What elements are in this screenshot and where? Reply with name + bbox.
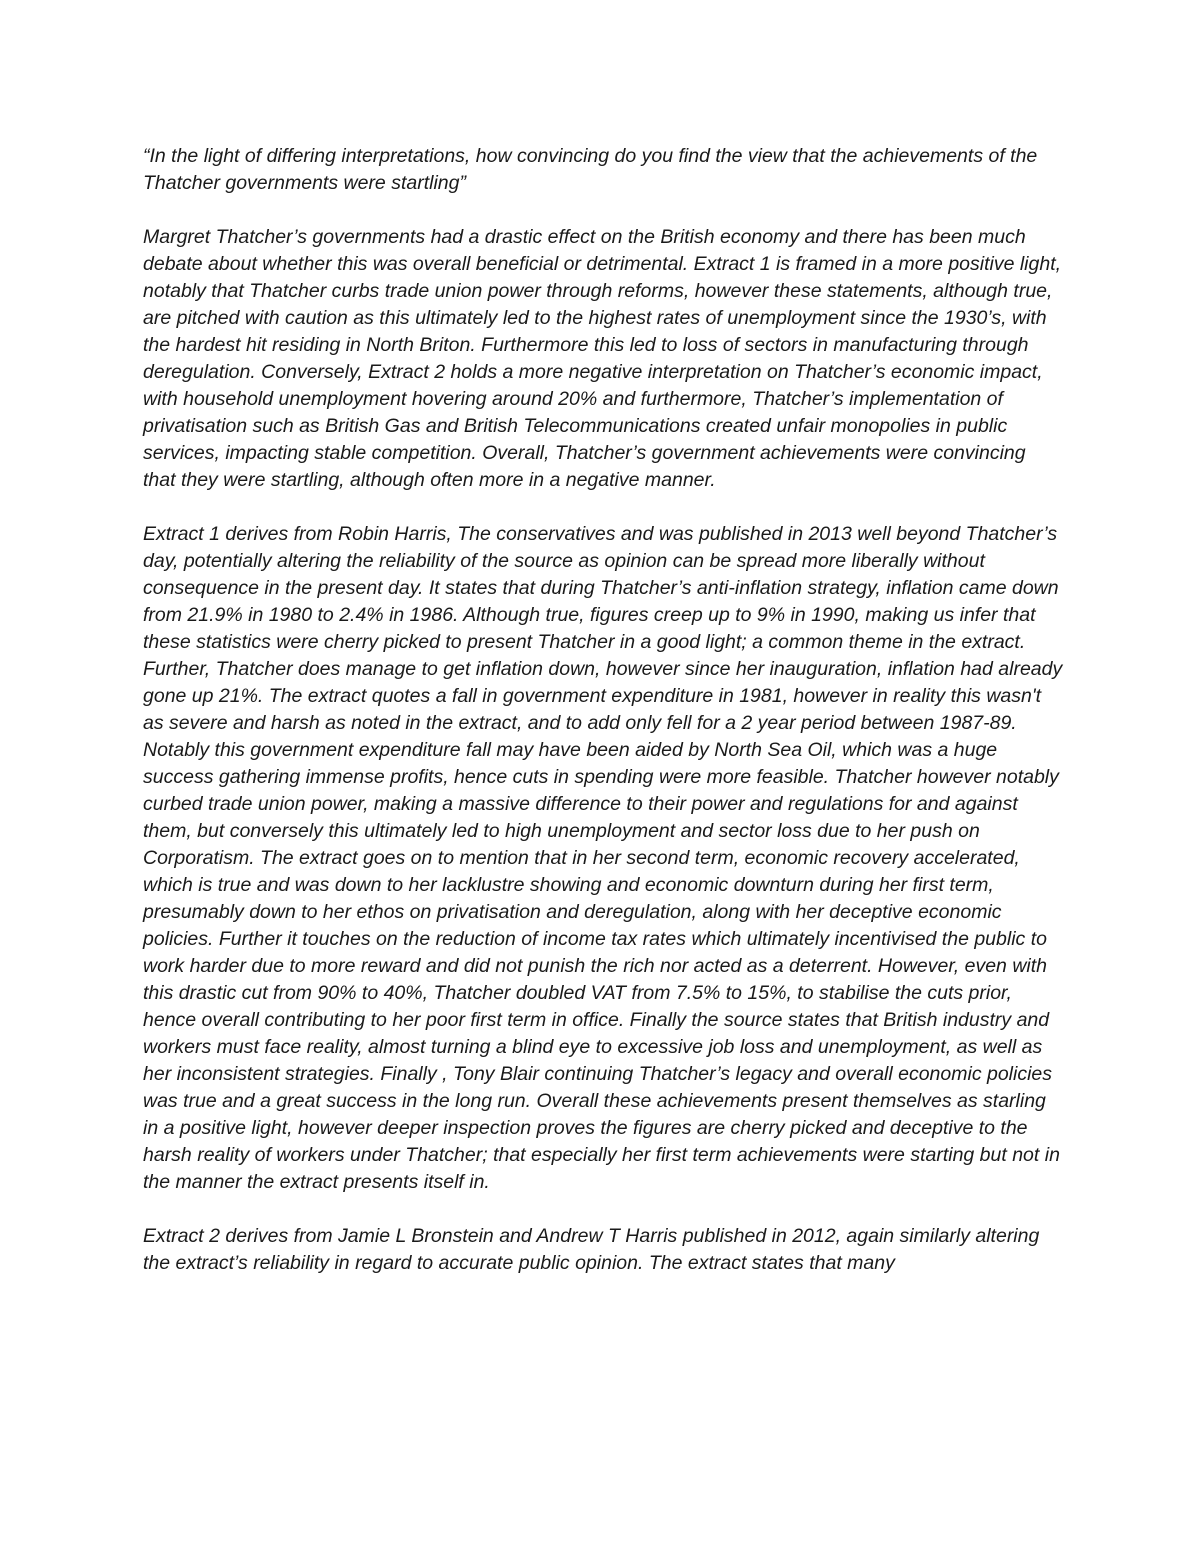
paragraph-extract-2: Extract 2 derives from Jamie L Bronstein and Andrew T Harris published in 2012, again similarly altering the extract’s reliability in regard to accurate public opinion. The extract states that many [143, 1225, 1040, 1274]
paragraph-extract-1: Extract 1 derives from Robin Harris, The conservatives and was published in 2013 well beyond Thatcher’s day, potentially altering the reliability of the source as opinion can be spread more liberally without consequence in the present day. It states that during Thatcher’s anti-inflation strategy, inflation came down from 21.9% in 1980 to 2.4% in 1986. Although true, figures creep up to 9% in 1990, making us infer that these statistics were cherry picked to present Thatcher in a good light; a common theme in the extract. Further, Thatcher does manage to get inflation down, however since her inauguration, inflation had already gone up 21%. The extract quotes a fall in government expenditure in 1981, however in reality this wasn't as severe and harsh as noted in the extract, and to add only fell for a 2 year period between 1987-89. Notably this government expenditure fall may have been aided by North Sea Oil, which was a huge success gathering immense profits, hence cuts in spending were more feasible. Thatcher however notably curbed trade union power, making a massive difference to their power and regulations for and against them, but conversely this ultimately led to high unemployment and sector loss due to her push on Corporatism. The extract goes on to mention that in her second term, economic recovery accelerated, which is true and was down to her lacklustre showing and economic downturn during her first term, presumably down to her ethos on privatisation and deregulation, along with her deceptive economic policies. Further it touches on the reduction of income tax rates which ultimately incentivised the public to work harder due to more reward and did not punish the rich nor acted as a deterrent. However, even with this drastic cut from 90% to 40%, Thatcher doubled VAT from 7.5% to 15%, to stabilise the cuts prior, hence overall contributing to her poor first term in office. Finally the source states that British industry and workers must face reality, almost turning a blind eye to excessive job loss and unemployment, as well as her inconsistent strategies. Finally , Tony Blair continuing Thatcher’s legacy and overall economic policies was true and a great success in the long run. Overall these achievements present themselves as starling in a positive light, however deeper inspection proves the figures are cherry picked and deceptive to the harsh reality of workers under Thatcher; that especially her first term achievements were starting but not in the manner the extract presents itself in. [143, 523, 1063, 1193]
paragraph-introduction: Margret Thatcher’s governments had a drastic effect on the British economy and there has been much debate about whether this was overall beneficial or detrimental. Extract 1 is framed in a more positive light, notably that Thatcher curbs trade union power through reforms, however these statements, although true, are pitched with caution as this ultimately led to the highest rates of unemployment since the 1930’s, with the hardest hit residing in North Briton. Furthermore this led to loss of sectors in manufacturing through deregulation. Conversely, Extract 2 holds a more negative interpretation on Thatcher’s economic impact, with household unemployment hovering around 20% and furthermore, Thatcher’s implementation of privatisation such as British Gas and British Telecommunications created unfair monopolies in public services, impacting stable competition. Overall, Thatcher’s government achievements were convincing that they were startling, although often more in a negative manner. [143, 226, 1062, 491]
document-body [143, 143, 1063, 1277]
essay-question: “In the light of differing interpretations, how convincing do you find the view that the achievements of the Thatcher governments were startling” [143, 145, 1038, 194]
